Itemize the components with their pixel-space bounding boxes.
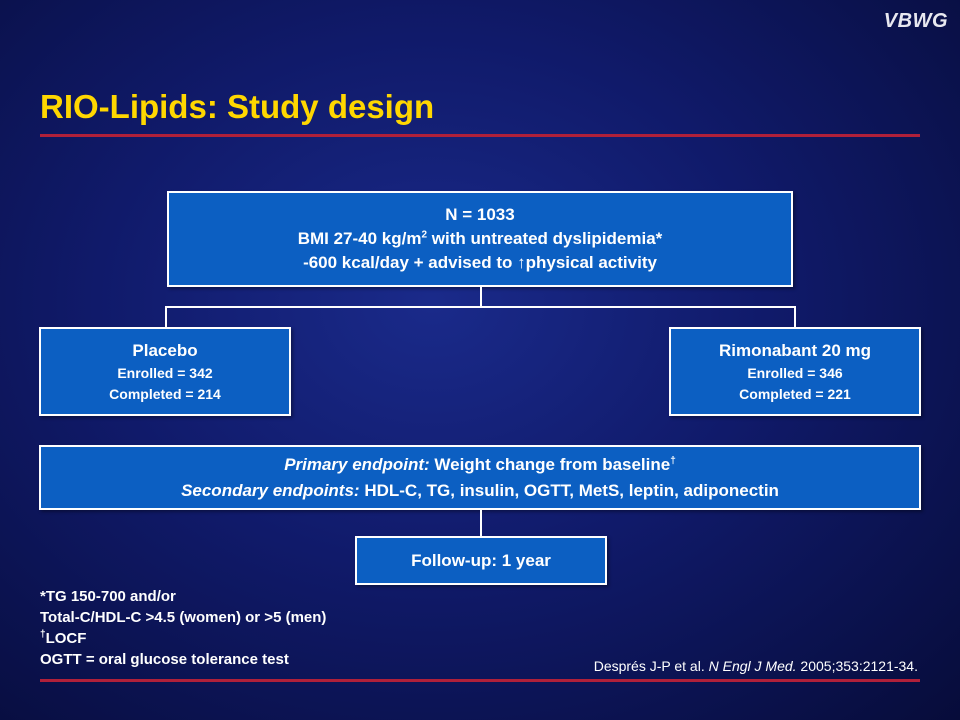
footnote-tg: *TG 150-700 and/or bbox=[40, 588, 176, 605]
followup-label: Follow-up: 1 year bbox=[411, 550, 551, 570]
rimonabant-enrolled: Enrolled = 346 bbox=[747, 364, 843, 381]
title-divider bbox=[40, 134, 920, 137]
placebo-arm-box bbox=[39, 327, 291, 416]
endpoints-box bbox=[39, 445, 921, 510]
slide-title: RIO-Lipids: Study design bbox=[40, 88, 435, 125]
up-arrow-icon: ↑ bbox=[517, 253, 526, 272]
population-intervention: -600 kcal/day + advised to ↑physical activity bbox=[303, 253, 657, 272]
primary-endpoint: Primary endpoint: Weight change from baseline† bbox=[284, 454, 676, 474]
citation: Després J-P et al. N Engl J Med. 2005;353:2121-34. bbox=[593, 658, 918, 674]
footnote-ogtt: OGTT = oral glucose tolerance test bbox=[40, 651, 289, 668]
footnote-locf: †LOCF bbox=[40, 629, 87, 647]
connector-right-drop bbox=[794, 306, 796, 328]
connector-vertical-top bbox=[480, 287, 482, 308]
placebo-enrolled: Enrolled = 342 bbox=[117, 364, 213, 381]
connector-left-drop bbox=[165, 306, 167, 328]
secondary-endpoints: Secondary endpoints: HDL-C, TG, insulin, OGTT, MetS, leptin, adiponectin bbox=[181, 480, 779, 500]
rimonabant-arm-name: Rimonabant 20 mg bbox=[718, 340, 872, 360]
followup-box bbox=[355, 536, 607, 585]
population-count: N = 1033 bbox=[445, 205, 515, 224]
population-criteria: BMI 27-40 $kg/m^2$ with untreated dyslipidemia* bbox=[297, 229, 663, 248]
population-box bbox=[167, 191, 793, 287]
footer-divider bbox=[40, 679, 920, 682]
footnotes bbox=[40, 586, 326, 670]
placebo-completed: Completed = 214 bbox=[109, 385, 221, 402]
brand-logo: VBWG bbox=[883, 10, 948, 32]
connector-horizontal bbox=[165, 306, 796, 308]
connector-followup bbox=[480, 510, 482, 537]
footnote-ratio: Total-C/HDL-C >4.5 (women) or >5 (men) bbox=[40, 609, 327, 626]
rimonabant-arm-box bbox=[669, 327, 921, 416]
placebo-arm-name: Placebo bbox=[132, 340, 198, 360]
rimonabant-completed: Completed = 221 bbox=[739, 385, 851, 402]
